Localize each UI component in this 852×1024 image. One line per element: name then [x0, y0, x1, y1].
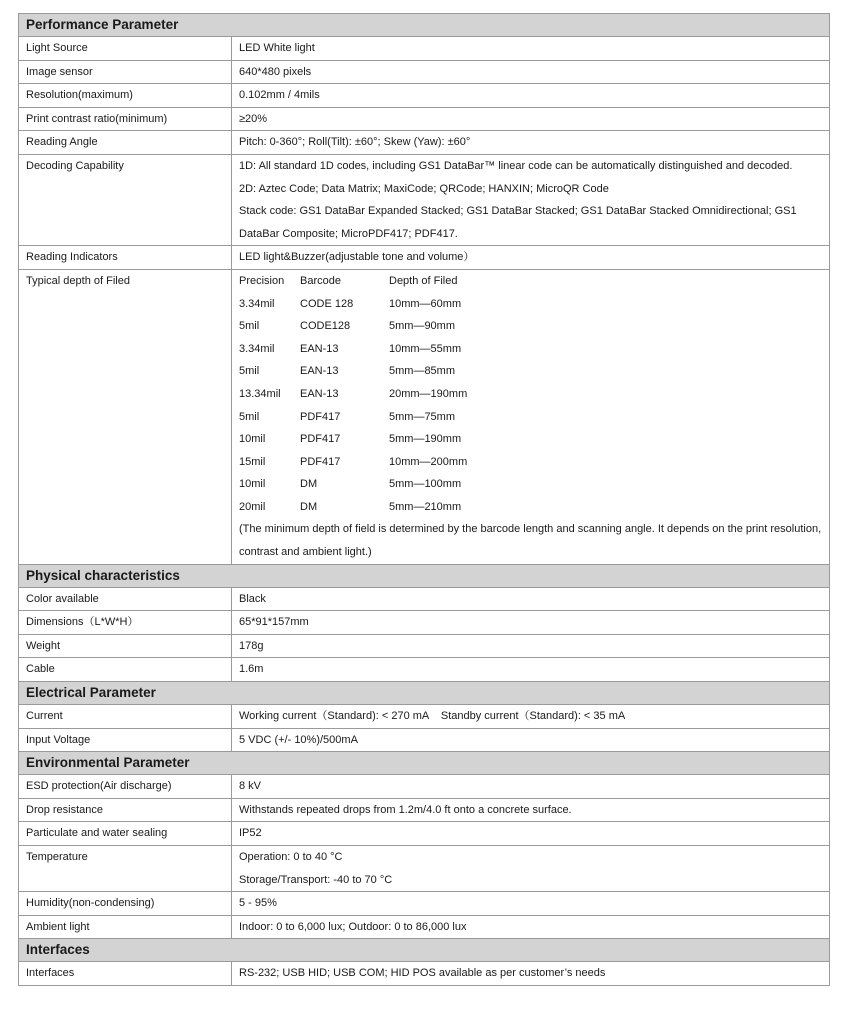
section-title: Physical characteristics	[19, 564, 830, 587]
row-value: LED White light	[232, 37, 830, 61]
row-label: Particulate and water sealing	[19, 822, 232, 846]
table-row	[19, 246, 830, 270]
row-value: 0.102mm / 4mils	[232, 84, 830, 108]
row-value: 8 kV	[232, 775, 830, 799]
row-value: Black	[232, 587, 830, 611]
section-title: Electrical Parameter	[19, 682, 830, 705]
table-row	[19, 60, 830, 84]
depth-range: 5mm—75mm	[389, 410, 456, 423]
table-row	[19, 962, 830, 986]
depth-precision: 13.34mil	[239, 387, 281, 400]
table-row	[19, 822, 830, 846]
table-row	[19, 798, 830, 822]
table-row	[19, 84, 830, 108]
row-label: Ambient light	[19, 915, 232, 939]
depth-precision: 20mil	[239, 500, 266, 513]
row-label: Dimensions（L*W*H）	[19, 611, 232, 635]
section-header	[19, 682, 830, 705]
spec-table	[18, 13, 830, 986]
row-label: Interfaces	[19, 962, 232, 986]
row-value: RS-232; USB HID; USB COM; HID POS available as per customer’s needs	[232, 962, 830, 986]
row-label: Decoding Capability	[19, 154, 232, 245]
depth-precision: 10mil	[239, 478, 266, 491]
depth-precision: 5mil	[239, 365, 260, 378]
depth-precision: 3.34mil	[239, 297, 275, 310]
row-value	[232, 154, 830, 245]
depth-range: 10mm—200mm	[389, 455, 468, 468]
depth-range: 10mm—60mm	[389, 297, 462, 310]
row-label: Resolution(maximum)	[19, 84, 232, 108]
depth-barcode: CODE128	[300, 320, 351, 333]
section-title: Environmental Parameter	[19, 752, 830, 775]
depth-barcode: CODE 128	[300, 297, 354, 310]
depth-header-precision: Precision	[239, 274, 285, 287]
temperature-storage: Storage/Transport: -40 to 70 °C	[239, 873, 393, 886]
row-label: Print contrast ratio(minimum)	[19, 107, 232, 131]
row-value: Indoor: 0 to 6,000 lux; Outdoor: 0 to 86,000 lux	[232, 915, 830, 939]
decoding-row	[19, 154, 830, 245]
row-label: Reading Angle	[19, 131, 232, 155]
depth-precision: 5mil	[239, 410, 260, 423]
table-row	[19, 775, 830, 799]
depth-barcode: PDF417	[300, 455, 341, 468]
row-value	[232, 846, 830, 892]
depth-barcode: DM	[300, 500, 318, 513]
temperature-operation: Operation: 0 to 40 °C	[239, 851, 343, 863]
depth-range: 20mm—190mm	[389, 387, 468, 400]
decoding-1d: 1D: All standard 1D codes, including GS1 DataBar™ linear code can be automatically distinguished and decoded.	[239, 159, 793, 172]
depth-grid	[239, 270, 822, 519]
section-header	[19, 14, 830, 37]
row-label: Cable	[19, 658, 232, 682]
depth-barcode: PDF417	[300, 433, 341, 446]
row-value: LED light&Buzzer(adjustable tone and volume）	[232, 246, 830, 270]
depth-range: 5mm—90mm	[389, 320, 456, 333]
depth-header-barcode: Barcode	[300, 274, 341, 287]
depth-row	[19, 269, 830, 564]
row-label: Light Source	[19, 37, 232, 61]
table-row	[19, 705, 830, 729]
row-label: Reading Indicators	[19, 246, 232, 270]
row-label: Current	[19, 705, 232, 729]
table-row	[19, 107, 830, 131]
depth-barcode: DM	[300, 478, 318, 491]
depth-note: (The minimum depth of field is determined by the barcode length and scanning angle. It depends on the print resolution, contrast and ambient light.)	[239, 523, 822, 559]
temperature-row	[19, 846, 830, 892]
row-value: Withstands repeated drops from 1.2m/4.0 ft onto a concrete surface.	[232, 798, 830, 822]
depth-precision: 10mil	[239, 433, 266, 446]
section-header	[19, 564, 830, 587]
depth-barcode: EAN-13	[300, 387, 339, 400]
depth-range: 10mm—55mm	[389, 342, 462, 355]
depth-barcode: EAN-13	[300, 365, 339, 378]
row-value: ≥20%	[232, 107, 830, 131]
table-row	[19, 658, 830, 682]
row-label: Color available	[19, 587, 232, 611]
depth-range: 5mm—85mm	[389, 365, 456, 378]
table-row	[19, 728, 830, 752]
depth-header-depth: Depth of Filed	[389, 274, 458, 287]
decoding-stack: Stack code: GS1 DataBar Expanded Stacked; GS1 DataBar Stacked; GS1 DataBar Stacked Omnidirectional; GS1 DataBar Composite; MicroPDF417; PDF417.	[239, 205, 797, 240]
section-title: Interfaces	[19, 939, 830, 962]
row-label: Drop resistance	[19, 798, 232, 822]
row-value	[232, 269, 830, 564]
depth-range: 5mm—190mm	[389, 433, 462, 446]
row-label: Humidity(non-condensing)	[19, 892, 232, 916]
table-row	[19, 634, 830, 658]
row-label: Weight	[19, 634, 232, 658]
row-value: Pitch: 0-360°; Roll(Tilt): ±60°; Skew (Yaw): ±60°	[232, 131, 830, 155]
row-value: 5 VDC (+/- 10%)/500mA	[232, 728, 830, 752]
row-value: 1.6m	[232, 658, 830, 682]
depth-precision: 5mil	[239, 320, 260, 333]
row-label: Typical depth of Filed	[19, 269, 232, 564]
depth-barcode: EAN-13	[300, 342, 339, 355]
depth-range: 5mm—100mm	[389, 478, 462, 491]
row-label: Image sensor	[19, 60, 232, 84]
table-row	[19, 131, 830, 155]
section-title: Performance Parameter	[19, 14, 830, 37]
row-value: 640*480 pixels	[232, 60, 830, 84]
decoding-2d: 2D: Aztec Code; Data Matrix; MaxiCode; QRCode; HANXIN; MicroQR Code	[239, 182, 609, 195]
row-value: IP52	[232, 822, 830, 846]
row-value: 5 - 95%	[232, 892, 830, 916]
row-label: Input Voltage	[19, 728, 232, 752]
table-row	[19, 587, 830, 611]
section-header	[19, 939, 830, 962]
depth-precision: 3.34mil	[239, 342, 275, 355]
table-row	[19, 37, 830, 61]
section-header	[19, 752, 830, 775]
row-value: 178g	[232, 634, 830, 658]
depth-precision: 15mil	[239, 455, 266, 468]
row-label: Temperature	[19, 846, 232, 892]
table-row	[19, 915, 830, 939]
depth-range: 5mm—210mm	[389, 500, 462, 513]
row-value: 65*91*157mm	[232, 611, 830, 635]
row-label: ESD protection(Air discharge)	[19, 775, 232, 799]
table-row	[19, 892, 830, 916]
table-row	[19, 611, 830, 635]
depth-barcode: PDF417	[300, 410, 341, 423]
row-value: Working current（Standard): < 270 mA Standby current（Standard): < 35 mA	[232, 705, 830, 729]
